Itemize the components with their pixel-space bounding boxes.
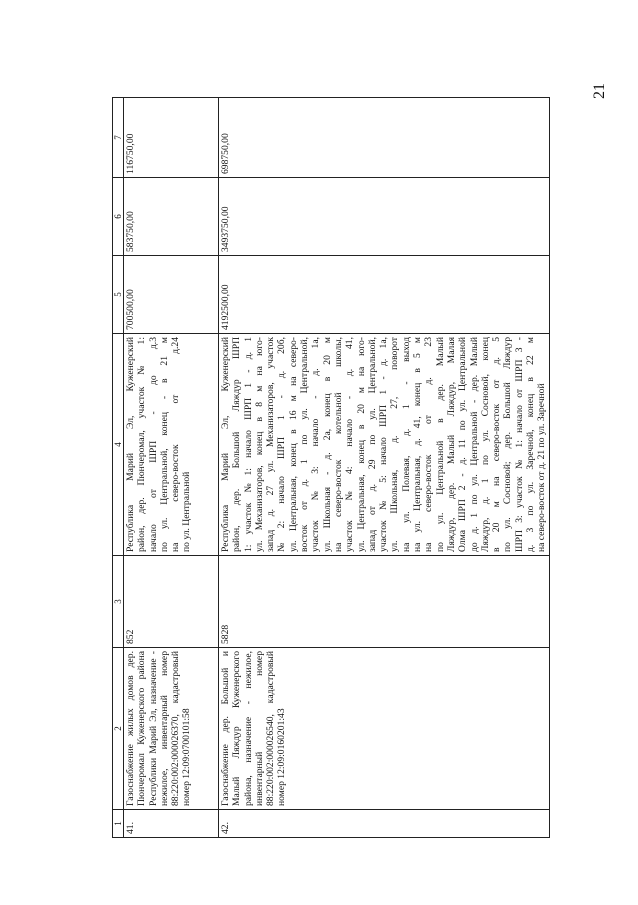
header-cell: 6 [113,178,124,256]
value-col6: 3493750,00 [219,178,550,256]
header-cell: 5 [113,256,124,334]
address-line: участок №4: начало - д. 41, [344,337,356,552]
address-line: на северо-восток от д. 21 по ул. Заречной [536,383,548,552]
address-line: восток от д. 1 по ул. Центральной, [299,337,311,552]
address-line: Ляждур, д. 1 по ул. Сосновой, конец [479,337,491,552]
row-number: 42. [219,810,550,838]
table-row [124,98,219,838]
header-cell: 7 [113,98,124,178]
address-line: д. 3 по ул. Заречной, конец в 22 м [525,337,537,552]
table-header-row [113,98,124,838]
address-line: на северо-восток от д. 23 [423,337,435,552]
address-line: ШРП 3: участок № 1: начало от ШРП 3 - [513,337,525,552]
address-line: на ул. Полевая, д. 1 - выход [400,337,412,552]
address-line: ул. Механизаторов, конец в 8 м на юго- [253,337,265,552]
table-row [219,98,550,838]
rotated-page-content [112,98,548,838]
address-line: Ляждур, дер. Малый Ляждур, Малая [445,337,457,552]
value-col5: 700500,00 [124,256,219,334]
address-line: на ул. Центральная, д. 41, конец в 5 м [412,337,424,552]
object-length: 852 [124,556,219,648]
value-col7: 698750,00 [219,98,550,178]
object-length: 5828 [219,556,550,648]
address-line: ул. Центральная, конец в 20 м на юго- [355,337,367,552]
object-address [124,334,219,556]
address-line: по ул. Центральной в дер. Малый [434,337,446,552]
address-line: запад д. 27 ул. Механизаторов, участок [265,337,277,552]
address-line: на северо-восток от д.24 [170,337,182,552]
address-line: район, дер. Большой Ляждур ШРП [231,337,243,552]
header-cell: 4 [113,334,124,556]
address-line: по ул. Центральной, конец - в 21 м [158,337,170,552]
property-table [112,97,550,838]
address-line: участок № 5: начало ШРП 1 - д. 1а, [378,337,390,552]
address-line: до д. 1 по ул. Центральной - дер. Малый [468,337,480,552]
address-line: по ул. Центральной [181,471,193,552]
address-line: запад от д. 29 по ул. Центральной, [366,337,378,552]
address-line: Олма ШРП 2 - д. 11 по ул. Центральной [457,337,469,552]
object-name: Газоснабжение жилых домов дер. Пюнчеромал Куженерского района Республики Марий Эл, назначение - нежилое, инвентарный номер 88:220:002:000026370, кадастровый номер 12:09:0700101:58 [124,648,219,810]
address-line: на северо-восток котельной школы, [332,337,344,552]
address-line: район, дер. Пюнчеромал, участок № 1: [136,337,148,552]
address-line: Республика Марий Эл, Куженерский [220,337,231,552]
address-line: 1: участок №1: начало ШРП 1 - д. 1 [242,337,254,552]
object-address [219,334,550,556]
header-cell: 1 [113,810,124,838]
address-line: ул. Школьная, д. 27, поворот [389,337,401,552]
address-line: в 20 м на северо-восток от д. 5 [491,337,503,552]
address-line: по ул. Сосновой; дер. Большой Ляждур [502,337,514,552]
page-number: 21 [591,83,608,99]
address-line: участок №3: начало - д. 1а, [310,337,322,552]
address-line: Республика Марий Эл, Куженерский [125,337,136,552]
row-number: 41. [124,810,219,838]
header-cell: 2 [113,648,124,810]
object-name: Газоснабжение дер. Большой и Малый Ляждур Куженерского района, назначение - нежилое, инвентарный номер 88:220:002:000026540, кадастровый номер 12:09:0160201:43 [219,648,550,810]
address-line: ул. Школьная - д. 2а, конец в 20 м [321,337,333,552]
address-line: начало от ШРП - до д.3 [147,337,159,552]
header-cell: 3 [113,556,124,648]
address-line: №2: начало ШРП 1 - д. 20б, [276,337,288,552]
value-col6: 583750,00 [124,178,219,256]
value-col7: 116750,00 [124,98,219,178]
value-col5: 4192500,00 [219,256,550,334]
address-line: ул. Центральная, конец в 16 м на северо- [287,337,299,552]
